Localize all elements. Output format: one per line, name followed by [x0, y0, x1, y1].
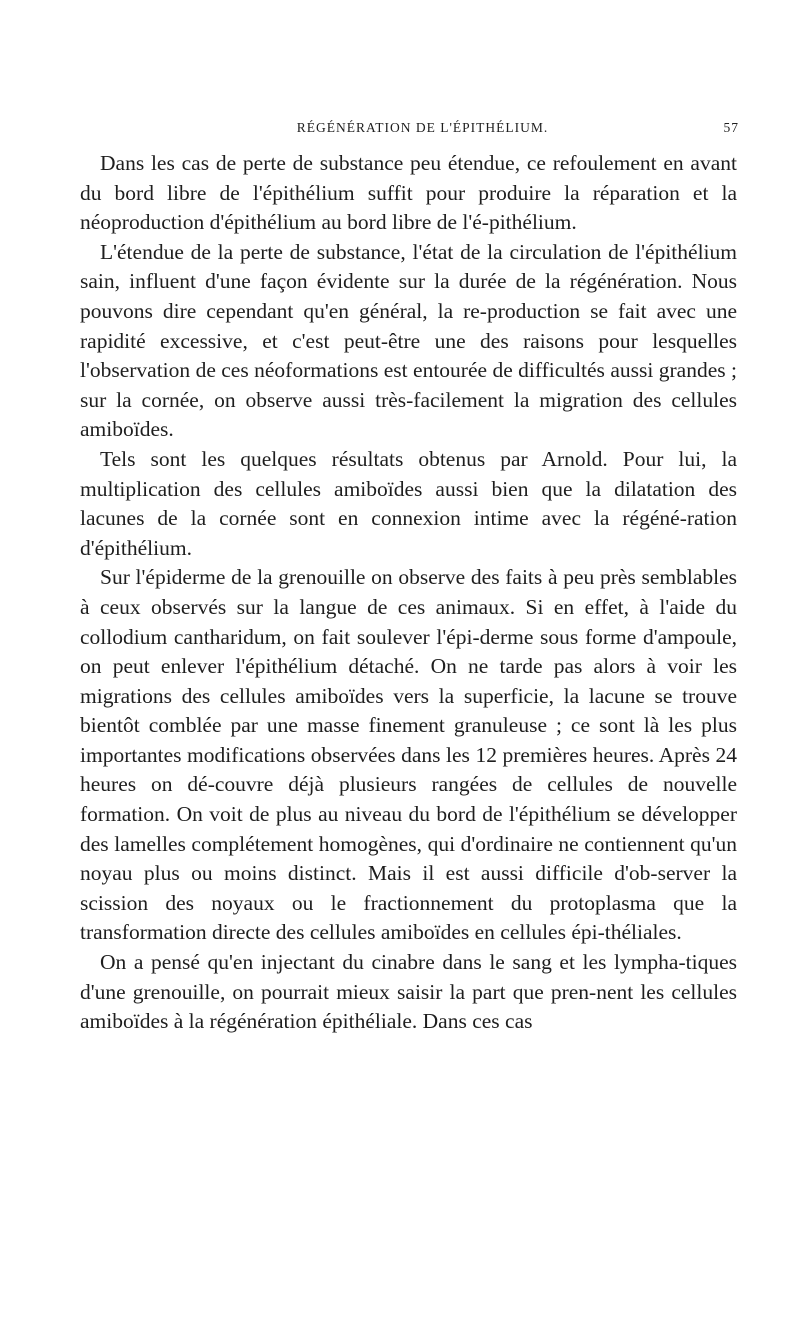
body-text — [80, 149, 737, 1037]
book-page — [80, 118, 737, 1037]
paragraph: On a pensé qu'en injectant du cinabre dans le sang et les lympha-tiques d'une grenouille, on pourrait mieux saisir la part que pren-nent les cellules amiboïdes à la régénération épithéliale. Dans ces cas — [80, 950, 737, 1034]
paragraph: Dans les cas de perte de substance peu étendue, ce refoulement en avant du bord libre de l'épithélium suffit pour produire la réparation et la néoproduction d'épithélium au bord libre de l'é-pithélium. — [80, 151, 737, 235]
paragraph: Sur l'épiderme de la grenouille on observe des faits à peu près semblables à ceux observés sur la langue de ces animaux. Si en effet, à l'aide du collodium cantharidum, on fait soulever l'épi-derme sous forme d'ampoule, on peut enlever l'épithélium détaché. On ne tarde pas alors à voir les migrations des cellules amiboïdes vers la superficie, la lacune se trouve bientôt comblée par une masse finement granuleuse ; ce sont là les plus importantes modifications observées dans les 12 premières heures. Après 24 heures on dé-couvre déjà plusieurs rangées de cellules de nouvelle formation. On voit de plus au niveau du bord de l'épithélium se développer des lamelles complétement homogènes, qui d'ordinaire ne contiennent qu'un noyau plus ou moins distinct. Mais il est aussi difficile d'ob-server la scission des noyaux ou le fractionnement du protoplasma que la transformation directe des cellules amiboïdes en cellules épi-théliales. — [80, 565, 737, 945]
running-head — [80, 118, 737, 144]
running-title: RÉGÉNÉRATION DE L'ÉPITHÉLIUM. — [296, 120, 549, 135]
paragraph: L'étendue de la perte de substance, l'état de la circulation de l'épithélium sain, influent d'une façon évidente sur la durée de la régénération. Nous pouvons dire cependant qu'en général, la re-production se fait avec une rapidité excessive, et c'est peut-être une des raisons pour lesquelles l'observation de ces néoformations est entourée de difficultés aussi grandes ; sur la cornée, on observe aussi très-facilement la migration des cellules amiboïdes. — [80, 239, 737, 442]
page-number: 57 — [723, 120, 739, 135]
paragraph: Tels sont les quelques résultats obtenus par Arnold. Pour lui, la multiplication des cellules amiboïdes aussi bien que la dilatation des lacunes de la cornée sont en connexion intime avec la régéné-ration d'épithélium. — [80, 446, 737, 560]
